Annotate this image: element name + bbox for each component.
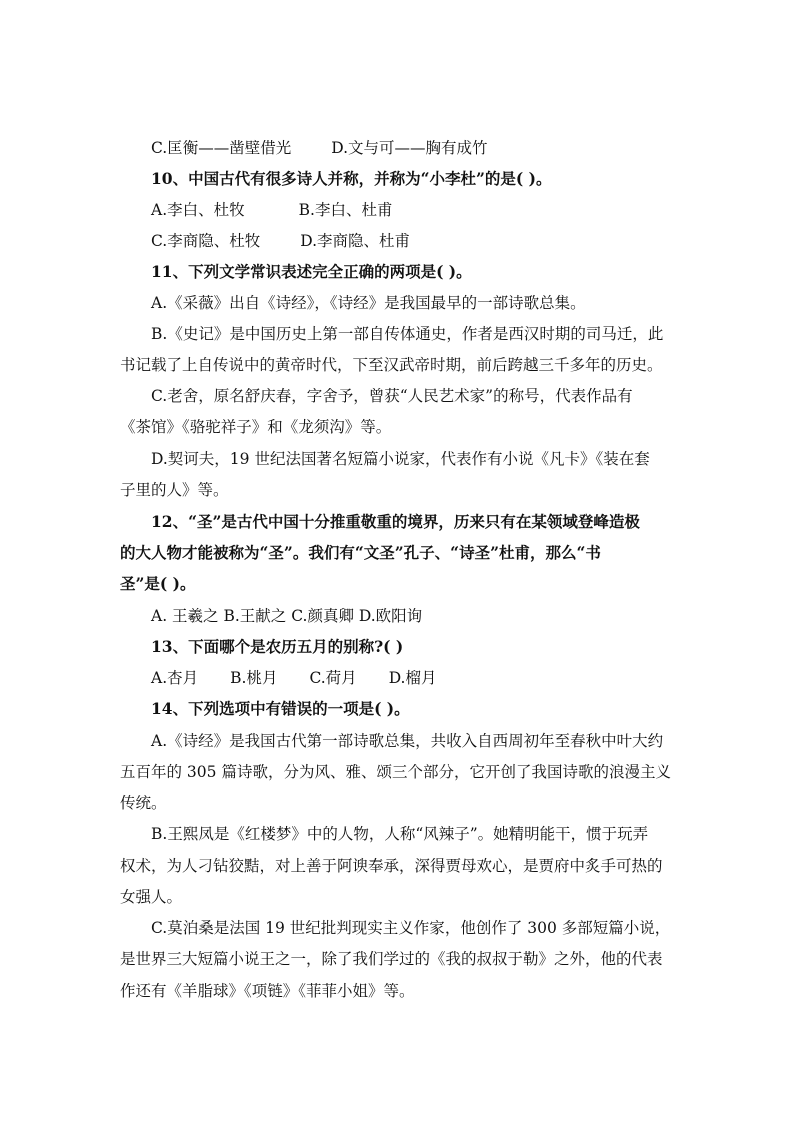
- question-14: 14、下列选项中有错误的一项是( )。: [151, 699, 410, 718]
- option-line: [151, 137, 488, 159]
- option-c: C.李商隐、杜牧: [151, 232, 261, 250]
- option-line: [151, 230, 410, 252]
- question-13: 13、下面哪个是农历五月的别称?( ): [151, 637, 404, 656]
- question-12-cont: 圣”是( )。: [120, 574, 196, 593]
- option-d: D.榴月: [388, 669, 437, 687]
- question-10: 10、中国古代有很多诗人并称，并称为“小李杜”的是( )。: [151, 169, 552, 188]
- option-b: B.王熙凤是《红楼梦》中的人物，人称“风辣子”。她精明能干，惯于玩弄: [151, 825, 649, 843]
- question-11: 11、下列文学常识表述完全正确的两项是( )。: [151, 262, 472, 281]
- option-c: C.匡衡——凿壁借光: [151, 139, 292, 157]
- options-12: A. 王羲之 B.王献之 C.颜真卿 D.欧阳询: [151, 607, 423, 625]
- option-a: A.杏月: [151, 669, 199, 687]
- question-12: 12、“圣”是古代中国十分推重敬重的境界，历来只有在某领域登峰造极: [151, 512, 640, 531]
- option-a: A.李白、杜牧: [151, 201, 245, 219]
- option-d: D.契诃夫，19 世纪法国著名短篇小说家，代表作有小说《凡卡》《装在套: [151, 450, 650, 468]
- option-d-cont: 子里的人》等。: [120, 481, 229, 499]
- option-d: D.李商隐、杜甫: [300, 232, 411, 250]
- option-c: C.荷月: [309, 669, 357, 687]
- option-d: D.文与可——胸有成竹: [331, 139, 488, 157]
- option-line: [151, 667, 437, 689]
- question-12-cont: 的大人物才能被称为“圣”。我们有“文圣”孔子、“诗圣”杜甫，那么“书: [120, 543, 601, 562]
- option-b: B.李白、杜甫: [298, 201, 393, 219]
- option-c: C.老舍，原名舒庆春，字舍予，曾获“人民艺术家”的称号，代表作品有: [151, 387, 633, 405]
- option-a-cont: 五百年的 305 篇诗歌，分为风、雅、颂三个部分，它开创了我国诗歌的浪漫主义: [120, 763, 671, 781]
- option-c: C.莫泊桑是法国 19 世纪批判现实主义作家，他创作了 300 多部短篇小说，: [151, 919, 671, 937]
- option-b: B.《史记》是中国历史上第一部自传体通史，作者是西汉时期的司马迁，此: [151, 325, 664, 343]
- option-b-cont: 权术，为人刁钻狡黠，对上善于阿谀奉承，深得贾母欢心，是贾府中炙手可热的: [120, 857, 663, 875]
- option-c-cont: 《茶馆》《骆驼祥子》和《龙须沟》等。: [120, 418, 392, 436]
- option-a: A.《采薇》出自《诗经》，《诗经》是我国最早的一部诗歌总集。: [151, 294, 586, 312]
- option-b-cont: 女强人。: [120, 888, 183, 906]
- option-a: A.《诗经》是我国古代第一部诗歌总集，共收入自西周初年至春秋中叶大约: [151, 732, 664, 750]
- option-b-cont: 书记载了上自传说中的黄帝时代，下至汉武帝时期，前后跨越三千多年的历史。: [120, 356, 663, 374]
- option-line: [151, 199, 392, 221]
- option-c-cont: 是世界三大短篇小说王之一，除了我们学过的《我的叔叔于勒》之外，他的代表: [120, 950, 663, 968]
- option-a-cont: 传统。: [120, 794, 167, 812]
- option-c-cont: 作还有《羊脂球》《项链》《菲菲小姐》等。: [120, 982, 415, 1000]
- option-b: B.桃月: [230, 669, 278, 687]
